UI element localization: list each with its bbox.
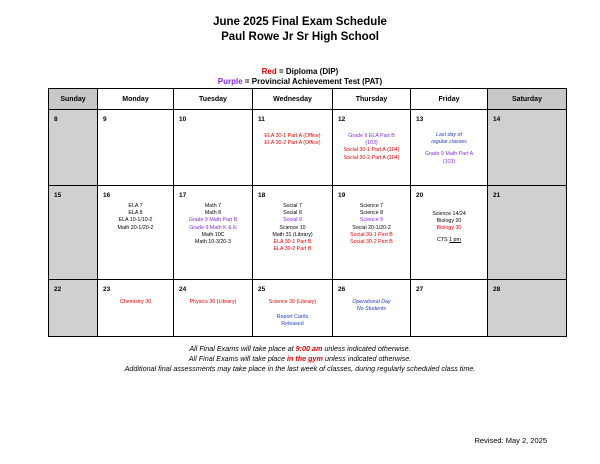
- page-title: June 2025 Final Exam Schedule: [213, 16, 387, 28]
- exam-entry: (103): [365, 140, 378, 147]
- day-events: [98, 299, 173, 306]
- day-cell-12: [333, 110, 411, 186]
- day-events: [411, 132, 487, 166]
- day-number: 16: [103, 192, 111, 199]
- legend-pat-text: = Provincial Achievement Test (PAT): [242, 77, 383, 86]
- exam-entry: Social 7: [283, 203, 302, 209]
- notice-entry: Last day of: [436, 132, 462, 138]
- day-cell-8: [49, 110, 98, 186]
- exam-entry: Science 7: [359, 203, 384, 209]
- exam-entry: Science 14/24: [432, 211, 466, 217]
- exam-entry: Math 31 (Library): [272, 231, 313, 238]
- exam-entry: ELA 8: [128, 210, 143, 217]
- header-monday: Monday: [98, 89, 174, 110]
- day-number: 8: [54, 116, 58, 123]
- day-events: [333, 299, 410, 313]
- exam-entry: Math 20-1/20-2: [117, 224, 154, 231]
- exam-entry: (103): [442, 158, 456, 165]
- exam-entry: Science 10: [279, 224, 306, 231]
- notice-entry: Operational Day: [352, 299, 391, 305]
- exam-entry: Math 8: [204, 210, 222, 217]
- day-number: 23: [103, 286, 111, 293]
- exam-entry: Biology 30: [436, 225, 462, 232]
- header-sunday: Sunday: [49, 89, 98, 110]
- note-exam-location: [0, 354, 600, 363]
- exam-entry: Physics 30 (Library): [189, 299, 237, 305]
- day-events: [98, 203, 173, 232]
- day-cell-27: [411, 280, 488, 337]
- day-number: 26: [338, 286, 346, 293]
- exam-entry: Grade 9 Math Part A: [424, 151, 474, 158]
- revised-date: Revised: May 2, 2025: [474, 436, 547, 445]
- day-number: 13: [416, 116, 424, 123]
- exam-entry: Science 9: [359, 217, 384, 224]
- day-number: 21: [493, 192, 501, 199]
- calendar-week-row: [49, 280, 567, 337]
- day-number: 17: [179, 192, 187, 199]
- notice-entry: regular classes: [431, 139, 467, 146]
- day-number: 27: [416, 286, 424, 293]
- day-number: 10: [179, 116, 187, 123]
- exam-entry: [411, 237, 487, 244]
- day-events: [174, 299, 252, 306]
- day-events: [333, 133, 410, 162]
- exam-entry: Math 10-3/20-3: [195, 239, 231, 246]
- day-cell-21: [488, 186, 567, 280]
- exam-entry-name: CTS: [437, 236, 450, 243]
- day-number: 20: [416, 192, 424, 199]
- exam-entry: Science 8: [359, 210, 384, 217]
- day-number: 11: [258, 116, 265, 123]
- exam-entry: ELA 10-1/10-2: [118, 217, 153, 224]
- exam-entry: ELA 30-2 Part A (Office): [264, 140, 321, 147]
- exam-entry: Social 30-1 Part A (104): [343, 147, 400, 154]
- note-text: unless indicated otherwise.: [322, 354, 412, 363]
- day-cell-9: [98, 110, 174, 186]
- day-cell-11: [253, 110, 333, 186]
- legend-diploma-key: Red: [261, 67, 277, 76]
- day-number: 18: [258, 192, 266, 199]
- header-tuesday: Tuesday: [174, 89, 253, 110]
- exam-entry: Grade 9 Math Part B: [188, 217, 238, 224]
- legend-diploma-text: = Diploma (DIP): [276, 67, 339, 76]
- exam-entry: Social 9: [283, 217, 302, 224]
- exam-entry: Grade 9 ELA Part B: [348, 133, 395, 139]
- notice-entry: No Students: [356, 306, 387, 313]
- day-cell-10: [174, 110, 253, 186]
- day-events: [253, 299, 332, 329]
- header-thursday: Thursday: [333, 89, 411, 110]
- note-exam-time: [0, 344, 600, 353]
- notice-entry: Report Cards: [276, 314, 309, 321]
- exam-entry: ELA 30-2 Part B: [273, 246, 312, 253]
- exam-entry-time: 1 pm: [449, 236, 461, 243]
- day-number: 12: [338, 116, 346, 123]
- exam-entry: Social 20-1/20-2: [352, 224, 391, 231]
- day-cell-26: [333, 280, 411, 337]
- exam-entry: Math 10C: [201, 231, 225, 238]
- calendar-header-row: [49, 89, 567, 110]
- day-events: [253, 133, 332, 147]
- day-number: 15: [54, 192, 62, 199]
- note-text: unless indicated otherwise.: [322, 344, 411, 353]
- day-events: [333, 203, 410, 246]
- exam-entry: Chemistry 30: [119, 299, 152, 305]
- exam-entry: ELA 30-1 Part B: [273, 239, 312, 246]
- header-saturday: Saturday: [488, 89, 567, 110]
- calendar-week-row: [49, 110, 567, 186]
- note-highlight: 9:00 am: [295, 344, 323, 353]
- day-cell-22: [49, 280, 98, 337]
- legend-pat: [0, 77, 600, 86]
- exam-entry: ELA 7: [128, 203, 143, 209]
- legend-diploma: [0, 67, 600, 76]
- day-events: [253, 203, 332, 253]
- day-cell-15: [49, 186, 98, 280]
- day-cell-24: [174, 280, 253, 337]
- day-number: 24: [179, 286, 187, 293]
- exam-entry: Social 8: [283, 210, 302, 217]
- exam-entry: Social 30-1 Part B: [350, 231, 393, 238]
- calendar-table: [48, 88, 567, 337]
- legend-pat-key: Purple: [217, 77, 243, 86]
- day-number: 19: [338, 192, 346, 199]
- note-highlight: in the gym: [287, 354, 323, 363]
- exam-entry: Social 30-2 Part B: [350, 239, 393, 246]
- exam-entry: Science 30 (Library): [268, 299, 317, 305]
- exam-entry: Math 7: [204, 203, 222, 209]
- day-cell-28: [488, 280, 567, 337]
- exam-entry: Grade 9 Math K & E: [189, 224, 237, 231]
- header-friday: Friday: [411, 89, 488, 110]
- day-number: 25: [258, 286, 266, 293]
- day-cell-14: [488, 110, 567, 186]
- school-name: Paul Rowe Jr Sr High School: [221, 31, 379, 43]
- day-number: 14: [493, 116, 501, 123]
- day-cell-19: [333, 186, 411, 280]
- note-text: All Final Exams will take place at: [189, 344, 296, 353]
- header-wednesday: Wednesday: [253, 89, 333, 110]
- note-text: All Final Exams will take place: [188, 354, 287, 363]
- day-cell-13: [411, 110, 488, 186]
- exam-entry: Biology 20: [436, 218, 462, 225]
- calendar-week-row: [49, 186, 567, 280]
- day-cell-18: [253, 186, 333, 280]
- note-additional-assessments: Additional final assessments may take place in the last week of classes, during regularly scheduled class time.: [124, 364, 476, 373]
- exam-entry: Social 30-2 Part A (104): [343, 154, 400, 161]
- day-cell-20: [411, 186, 488, 280]
- notice-entry: Released: [281, 321, 304, 328]
- day-cell-17: [174, 186, 253, 280]
- day-events: [174, 203, 252, 246]
- day-cell-25: [253, 280, 333, 337]
- day-number: 28: [493, 286, 501, 293]
- day-cell-23: [98, 280, 174, 337]
- exam-entry: ELA 30-1 Part A (Office): [264, 133, 321, 139]
- day-number: 22: [54, 286, 62, 293]
- day-events: [411, 211, 487, 244]
- day-number: 9: [103, 116, 107, 123]
- day-cell-16: [98, 186, 174, 280]
